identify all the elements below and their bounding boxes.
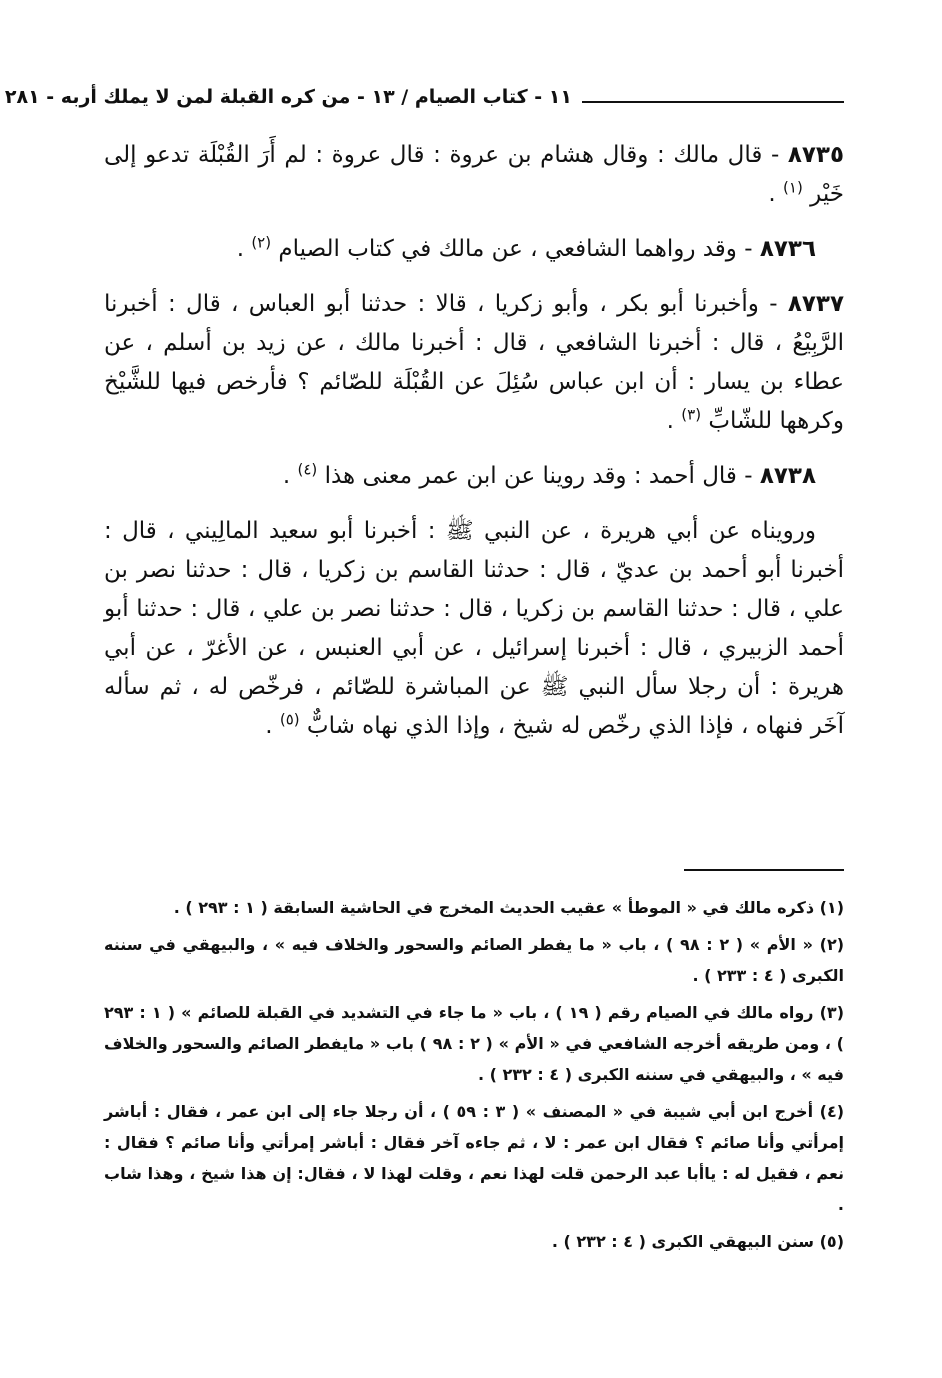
narration-paragraph: [104, 512, 844, 746]
hadith-text: - وقد رواهما الشافعي ، عن مالك في كتاب الصيام: [278, 236, 760, 262]
page-header: [4, 86, 844, 118]
running-title: ١١ - كتاب الصيام / ١٣ - من كره القبلة لمن لا يملك أربه - ٢٨١: [4, 86, 572, 108]
footnote-ref[interactable]: (٢): [251, 233, 272, 252]
footnotes: [104, 892, 844, 1263]
hadith-number: ٨٧٣٧: [787, 291, 844, 317]
hadith-8737: [104, 285, 844, 441]
footnote-5: (٥) سنن البيهقي الكبرى ( ٤ : ٢٣٢ ) .: [551, 1232, 844, 1251]
hadith-8738: [104, 457, 844, 496]
footnote-4: (٤) أخرج ابن أبي شيبة في « المصنف » ( ٣ : ٥٩ ) ، أن رجلا جاء إلى ابن عمر ، فقال : أباشر إمرأتي وأنا صائم ؟ فقال ابن عمر : لا ، ثم جاءه آخر فقال : أباشر إمرأتي وأنا صائم ؟ فقال : نعم ، فقيل له : ياأبا عبد الرحمن قلت لهذا نعم ، وقلت لهذا لا ، فقال: إن هذا شيخ ، وهذا شاب .: [104, 1102, 845, 1214]
footnote-ref[interactable]: (١): [783, 178, 803, 197]
hadith-end: .: [236, 236, 252, 262]
hadith-number: ٨٧٣٥: [787, 142, 844, 168]
footnote-2: (٢) « الأم » ( ٢ : ٩٨ ) ، باب « ما يفطر الصائم والسحور والخلاف فيه » ، والبيهقي في سننه الكبرى ( ٤ : ٢٣٣ ) .: [104, 935, 845, 985]
footnote-ref[interactable]: (٣): [681, 405, 702, 424]
hadith-number: ٨٧٣٦: [759, 236, 816, 262]
hadith-text: ورويناه عن أبي هريرة ، عن النبي ﷺ : أخبرنا أبو سعيد المالِيني ، قال : أخبرنا أبو أحمد بن عديّ ، قال : حدثنا القاسم بن زكريا ، قال : حدثنا نصر بن علي ، قال : حدثنا القاسم بن زكريا ، قال : حدثنا نصر بن علي ، قال : حدثنا أبو أحمد الزبيري ، قال : أخبرنا إسرائيل ، عن أبي العنبس ، عن الأغرّ ، عن أبي هريرة : أن رجلا سأل النبي ﷺ عن المباشرة للصّائم ، فرخّص له ، ثم سأله آخَر فنهاه ، فإذا الذي رخّص له شيخ ، وإذا الذي نهاه شابٌّ: [104, 518, 844, 739]
hadith-end: .: [768, 181, 784, 207]
hadith-8736: [104, 230, 844, 269]
hadith-text: - قال مالك : وقال هشام بن عروة : قال عروة : لم أَرَ القُبْلَة تدعو إلى خَيْر: [104, 142, 844, 207]
main-text: [104, 136, 844, 746]
hadith-end: .: [666, 408, 682, 434]
hadith-end: .: [282, 463, 298, 489]
footnote-ref[interactable]: (٤): [297, 460, 318, 479]
hadith-text: - وأخبرنا أبو بكر ، وأبو زكريا ، قالا : حدثنا أبو العباس ، قال : أخبرنا الرَّبِيْعُ ، قال : أخبرنا الشافعي ، قال : أخبرنا مالك ، عن زيد بن أسلم ، عن عطاء بن يسار : أن ابن عباس سُئِلَ عن القُبْلَة للصّائم ؟ فأرخص فيها للشَّيْخ وكرهها للشّابِّ: [104, 291, 844, 434]
hadith-8735: [104, 136, 844, 214]
hadith-number: ٨٧٣٨: [759, 463, 816, 489]
header-rule: [582, 101, 844, 103]
hadith-end: .: [265, 713, 280, 739]
footnote-3: (٣) رواه مالك في الصيام رقم ( ١٩ ) ، باب « ما جاء في التشديد في القبلة للصائم » ( ١ : ٢٩٣ ) ، ومن طريقه أخرجه الشافعي في « الأم » ( ٢ : ٩٨ ) باب « مايفطر الصائم والسحور والخلاف فيه » ، والبيهقي في سننه الكبرى ( ٤ : ٢٣٢ ) .: [104, 1003, 844, 1084]
footnote-ref[interactable]: (٥): [279, 710, 300, 729]
footnote-1: (١) ذكره مالك في « الموطأ » عقيب الحديث المخرج في الحاشية السابقة ( ١ : ٢٩٣ ) .: [173, 898, 844, 917]
footnote-separator: [684, 869, 844, 871]
hadith-text: - قال أحمد : وقد روينا عن ابن عمر معنى هذا: [324, 463, 760, 489]
